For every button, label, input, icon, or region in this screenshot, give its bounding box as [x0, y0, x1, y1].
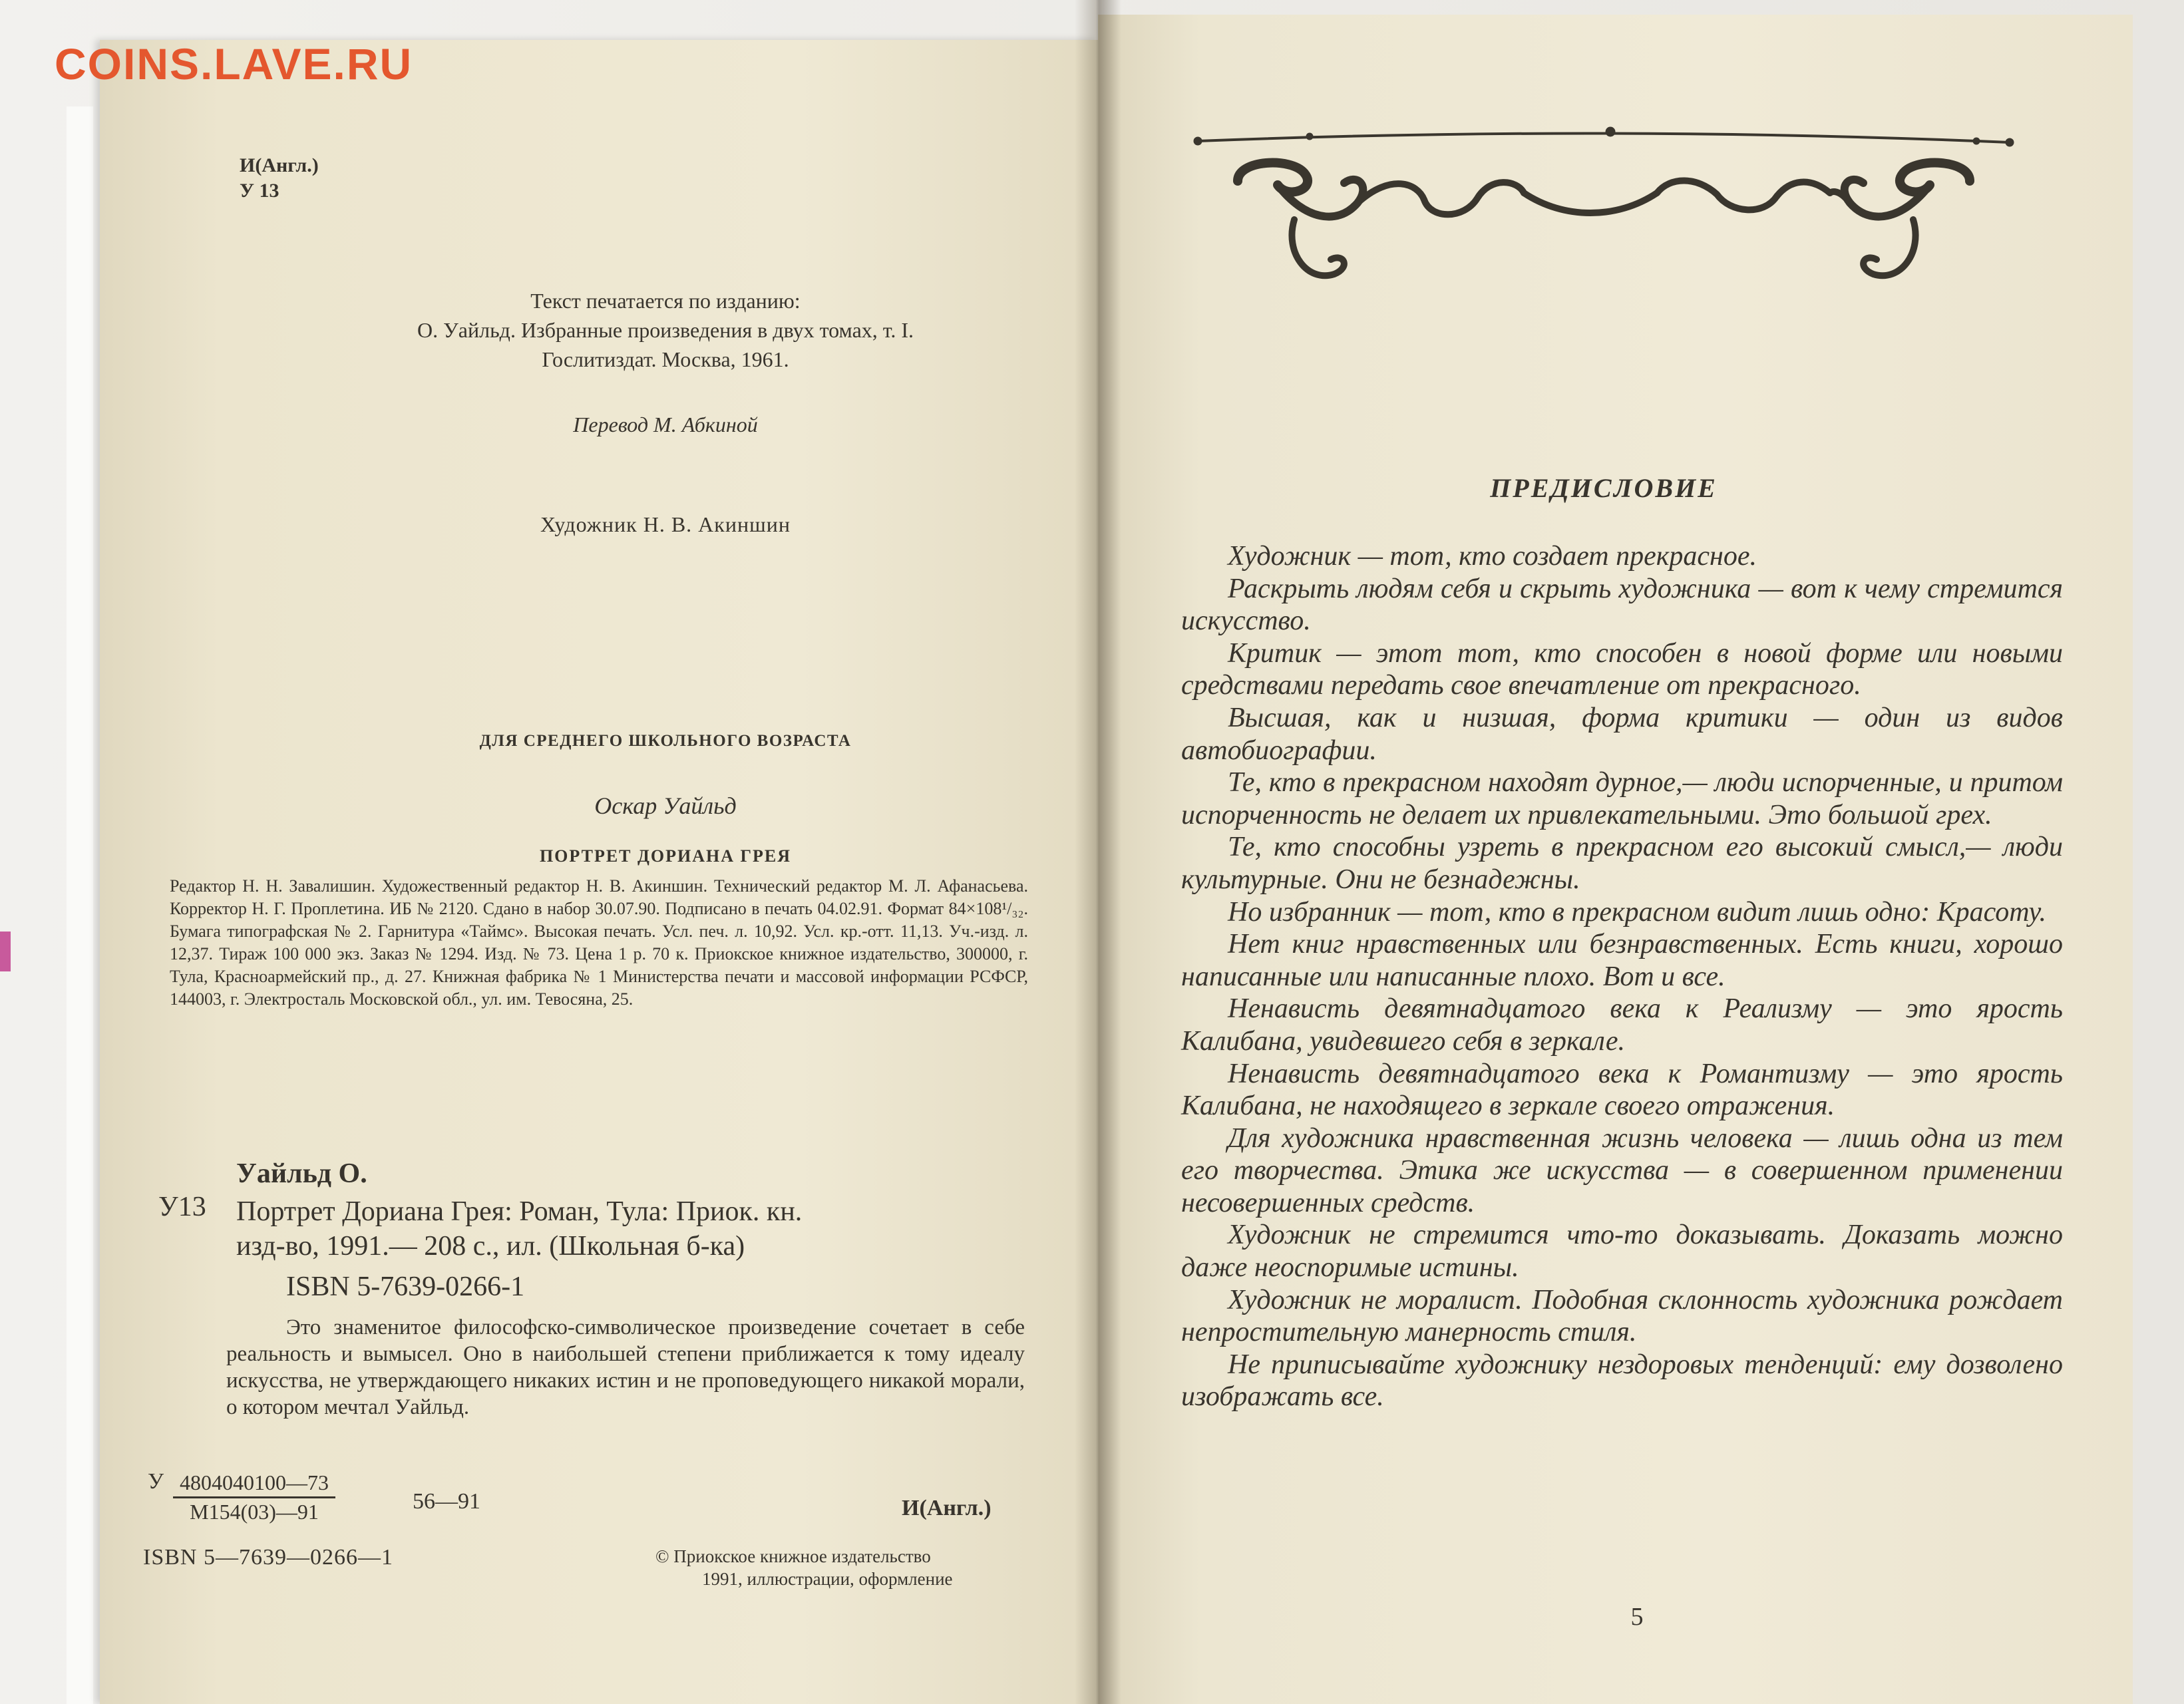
index-denominator: М154(03)—91 [190, 1500, 319, 1524]
preface-heading: ПРЕДИСЛОВИЕ [1490, 473, 1718, 503]
preface-paragraph: Те, кто способны узреть в прекрасном его высокий смысл,— люди культурные. Они не безнадежны. [1181, 832, 2063, 895]
page-edge [67, 106, 93, 1704]
source-line: Текст печатается по изданию: [530, 289, 801, 313]
preface-text [1181, 540, 2063, 1413]
catalog-code: У13 [158, 1192, 206, 1222]
class-code-line: У 13 [240, 180, 279, 202]
catalog-description-line: изд-во, 1991.— 208 с., ил. (Школьная б-ка) [236, 1231, 745, 1262]
translator-credit: Перевод М. Абкиной [573, 413, 758, 436]
artist-credit: Художник Н. В. Акиншин [540, 512, 791, 536]
preface-paragraph: Раскрыть людям себя и скрыть художника — вот к чему стремится искусство. [1181, 573, 2063, 637]
preface-paragraph: Для художника нравственная жизнь человека — лишь одна из тем его творчества. Этика же искусства — в совершенном применении несовершенных средств. [1181, 1122, 2063, 1218]
imprint-details: Редактор Н. Н. Завалишин. Художественный редактор Н. В. Акиншин. Технический редактор М. Л. Афанасьева. Корректор Н. Г. Проплетина. ИБ № 2120. Сдано в набор 30.07.90. Подписано в печать 04.02.91. Формат 84×108¹/₃₂. Бумага типографская № 2. Гарнитура «Таймс». Высокая печать. Усл. печ. л. 10,92. Усл. кр.-отт. 11,13. Уч.-изд. л. 12,37. Тираж 100 000 экз. Заказ № 1294. Изд. № 73. Цена 1 р. 70 к. Приокское книжное издательство, 300000, г. Тула, Красноармейский пр., д. 27. Книжная фабрика № 1 Министерства печати и массовой информации РСФСР, 144003, г. Электросталь Московской обл., ул. им. Тевосяна, 25. [170, 876, 1028, 1009]
catalog-isbn: ISBN 5-7639-0266-1 [286, 1272, 525, 1302]
copyright-notice [655, 1545, 953, 1590]
page-number: 5 [1630, 1603, 1644, 1631]
index-numerator: 4804040100—73 [173, 1470, 335, 1498]
catalog-description [236, 1194, 1021, 1264]
author-name: Оскар Уайльд [594, 792, 737, 819]
preface-paragraph: Ненависть девятнадцатого века к Реализму — это ярость Калибана, увидевшего себя в зеркале. [1181, 993, 2063, 1057]
class-code-line: И(Англ.) [240, 154, 319, 176]
index-letter: У [148, 1469, 164, 1494]
book-title: ПОРТРЕТ ДОРИАНА ГРЕЯ [539, 846, 792, 866]
source-edition [293, 286, 1038, 374]
preface-paragraph: Художник — тот, кто создает прекрасное. [1228, 541, 1757, 572]
preface-paragraph: Художник не стремится что-то доказывать. Доказать можно даже неоспоримые истины. [1181, 1220, 2063, 1283]
preface-paragraph: Ненависть девятнадцатого века к Романтизму — это ярость Калибана, не находящего в зеркале своего отражения. [1181, 1058, 2063, 1122]
decorative-ornament [1191, 120, 2016, 306]
source-line: О. Уайльд. Избранные произведения в двух томах, т. I. [417, 318, 914, 342]
background-object [0, 932, 11, 971]
catalog-annotation: Это знаменитое философско-символическое произведение сочетает в себе реальность и вымысел. Оно в наибольшей степени приближается к тому идеалу искусства, не утверждающего никаких истин и не проповедующего никакой морали, о котором мечтал Уайльд. [226, 1315, 1025, 1419]
catalog-author: Уайльд О. [236, 1158, 367, 1189]
index-code: 56—91 [413, 1489, 480, 1514]
preface-paragraph: Нет книг нравственных или безнравственных. Есть книги, хорошо написанные или написанные плохо. Вот и все. [1181, 929, 2063, 992]
watermark: COINS.LAVE.RU [55, 39, 413, 88]
catalog-description-line: Портрет Дориана Грея: Роман, Тула: Приок. кн. [236, 1196, 803, 1227]
preface-paragraph: Высшая, как и низшая, форма критики — один из видов автобиографии. [1181, 702, 2063, 766]
isbn-footer: ISBN 5—7639—0266—1 [143, 1545, 393, 1570]
book-gutter [1075, 0, 1121, 1704]
preface-paragraph: Критик — этот тот, кто способен в новой форме или новыми средствами передать свое впечатление от прекрасного. [1181, 637, 2063, 701]
catalog-class-code: И(Англ.) [902, 1496, 992, 1520]
preface-paragraph: Не приписывайте художнику нездоровых тенденций: ему дозволено изображать все. [1181, 1349, 2063, 1413]
index-fraction [173, 1470, 335, 1524]
source-line: Гослитиздат. Москва, 1961. [542, 347, 789, 371]
preface-paragraph: Те, кто в прекрасном находят дурное,— люди испорченные, и притом испорченность не делает их привлекательными. Это большой грех. [1181, 767, 2063, 830]
class-code-block [240, 153, 319, 204]
preface-paragraph: Художник не моралист. Подобная склонность художника рождает непростительную манерность стиля. [1181, 1284, 2063, 1348]
copyright-line: 1991, иллюстрации, оформление [702, 1569, 953, 1589]
age-group: ДЛЯ СРЕДНЕГО ШКОЛЬНОГО ВОЗРАСТА [479, 732, 852, 750]
preface-paragraph: Но избранник — тот, кто в прекрасном видит лишь одно: Красоту. [1228, 896, 2047, 928]
copyright-line: © Приокское книжное издательство [655, 1546, 931, 1566]
